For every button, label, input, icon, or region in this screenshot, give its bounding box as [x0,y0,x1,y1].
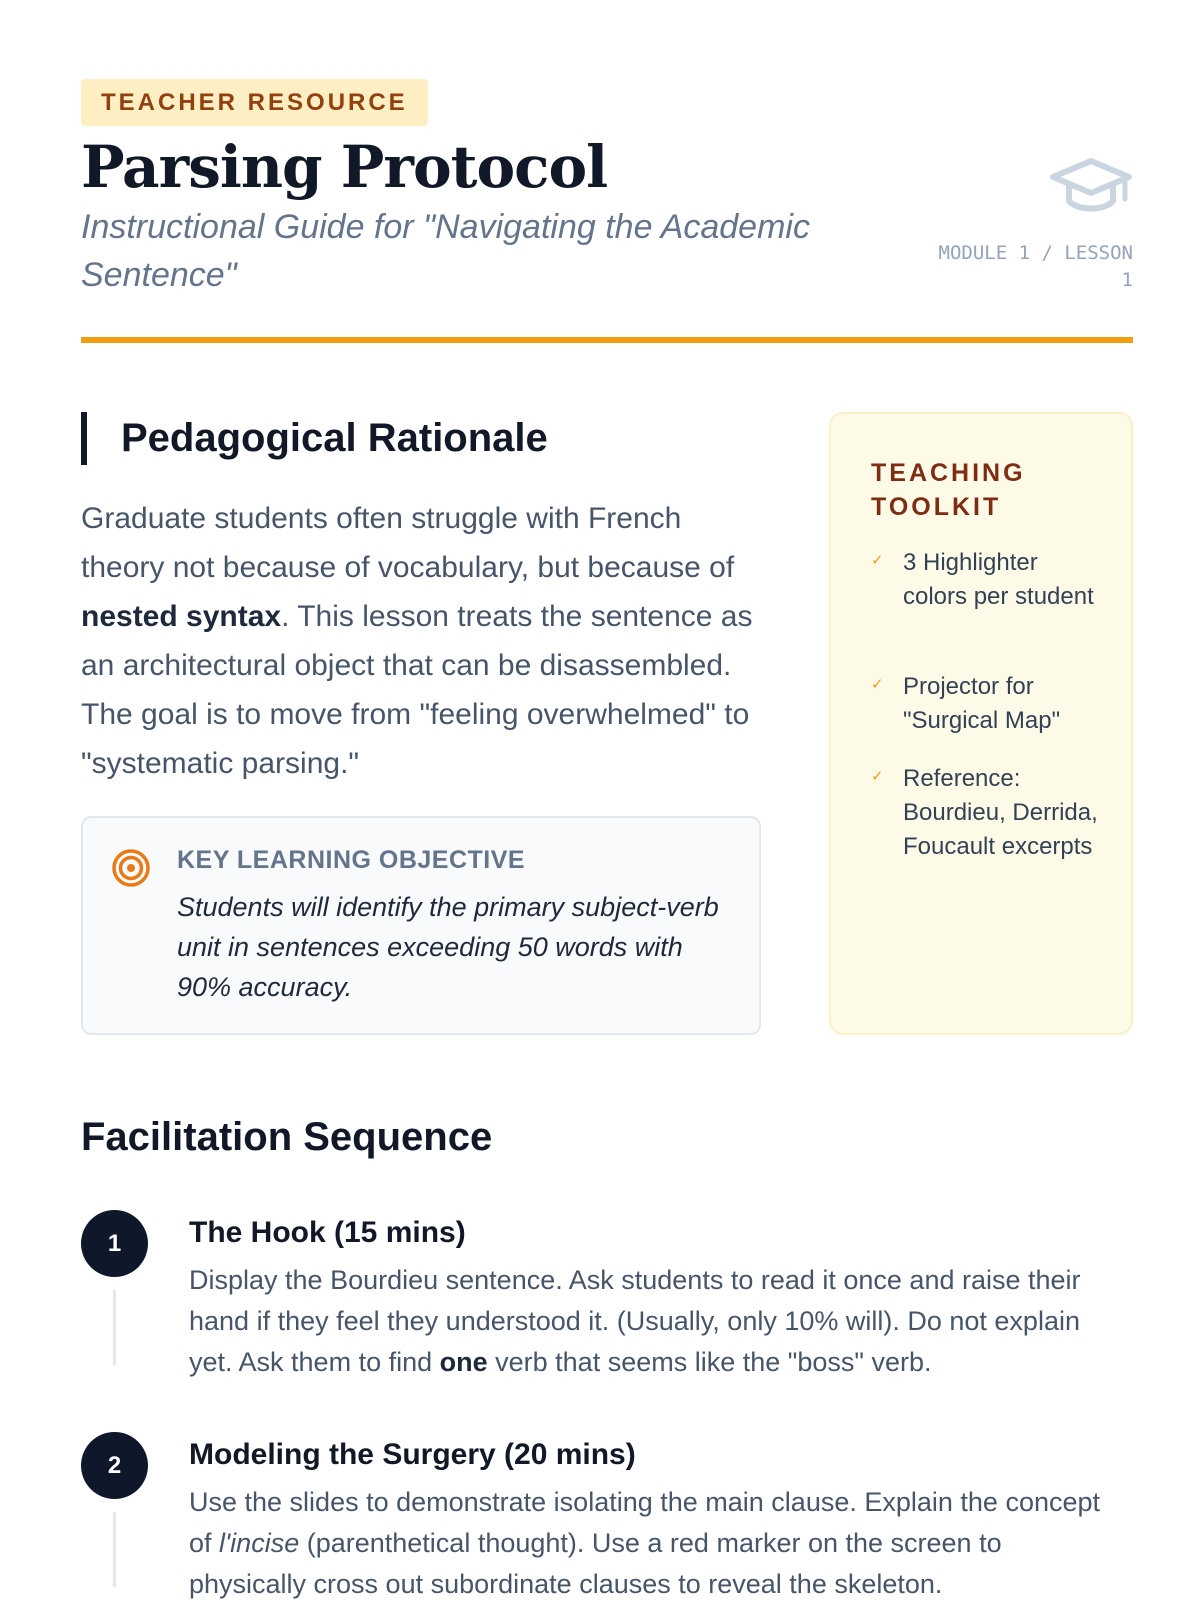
step-number-badge: 1 [81,1210,148,1277]
toolkit-item-label: Reference: Bourdieu, Derrida, Foucault excerpts [903,765,1098,860]
step-number-badge: 2 [81,1432,148,1499]
step-title: Modeling the Surgery (20 mins) [189,1438,636,1471]
step-title: The Hook (15 mins) [189,1216,466,1249]
toolkit-item-label: Projector for "Surgical Map" [903,673,1061,734]
target-icon [111,848,151,888]
rationale-paragraph [81,494,761,788]
graduation-cap-icon [1049,155,1133,221]
module-lesson-label: MODULE 1 / LESSON 1 [938,242,1133,291]
step-body-emphasis: l'incise [219,1528,300,1558]
step-body [189,1482,1124,1600]
step-body-start: Display the Bourdieu sentence. Ask students to read it once and raise their hand if they feel they understood it. (Usually, only 10% will). Do not explain yet. Ask them to find [189,1265,1081,1377]
objective-text: Students will identify the primary subject-verb unit in sentences exceeding 50 words with 90% accuracy. [177,892,719,1002]
learning-objective-card [81,816,761,1035]
rationale-text-start: Graduate students often struggle with French theory not because of vocabulary, but because of [81,502,735,584]
facilitation-heading: Facilitation Sequence [81,1115,493,1159]
header-divider [81,337,1133,343]
rationale-emphasis: nested syntax [81,600,282,633]
rationale-text-end: . This lesson treats the sentence as an architectural object that can be disassembled. The goal is to move from "feeling overwhelmed" to "systematic parsing." [81,600,753,780]
check-icon: ✓ [871,676,884,693]
step-connector [113,1290,116,1365]
toolkit-item-label: 3 Highlighter colors per student [903,549,1094,610]
step-body-end: verb that seems like the "boss" verb. [487,1347,932,1377]
teaching-toolkit-card [829,412,1133,1035]
toolkit-title: TEACHING TOOLKIT [871,459,1026,521]
step-body-end: (parenthetical thought). Use a red marker on the screen to physically cross out subordinate clauses to reveal the skeleton. [189,1528,1002,1599]
step-body-start: Use the slides to demonstrate isolating the main clause. Explain the concept of [189,1487,1101,1558]
resource-badge: TEACHER RESOURCE [81,79,428,126]
step-body [189,1260,1124,1383]
check-icon: ✓ [871,552,884,569]
rationale-heading: Pedagogical Rationale [81,412,548,465]
page-title: Parsing Protocol [81,133,608,201]
page-subtitle: Instructional Guide for "Navigating the Academic Sentence" [81,208,810,294]
step-connector [113,1512,116,1587]
objective-label: KEY LEARNING OBJECTIVE [177,846,526,874]
step-body-emphasis: one [439,1347,488,1377]
check-icon: ✓ [871,768,884,785]
